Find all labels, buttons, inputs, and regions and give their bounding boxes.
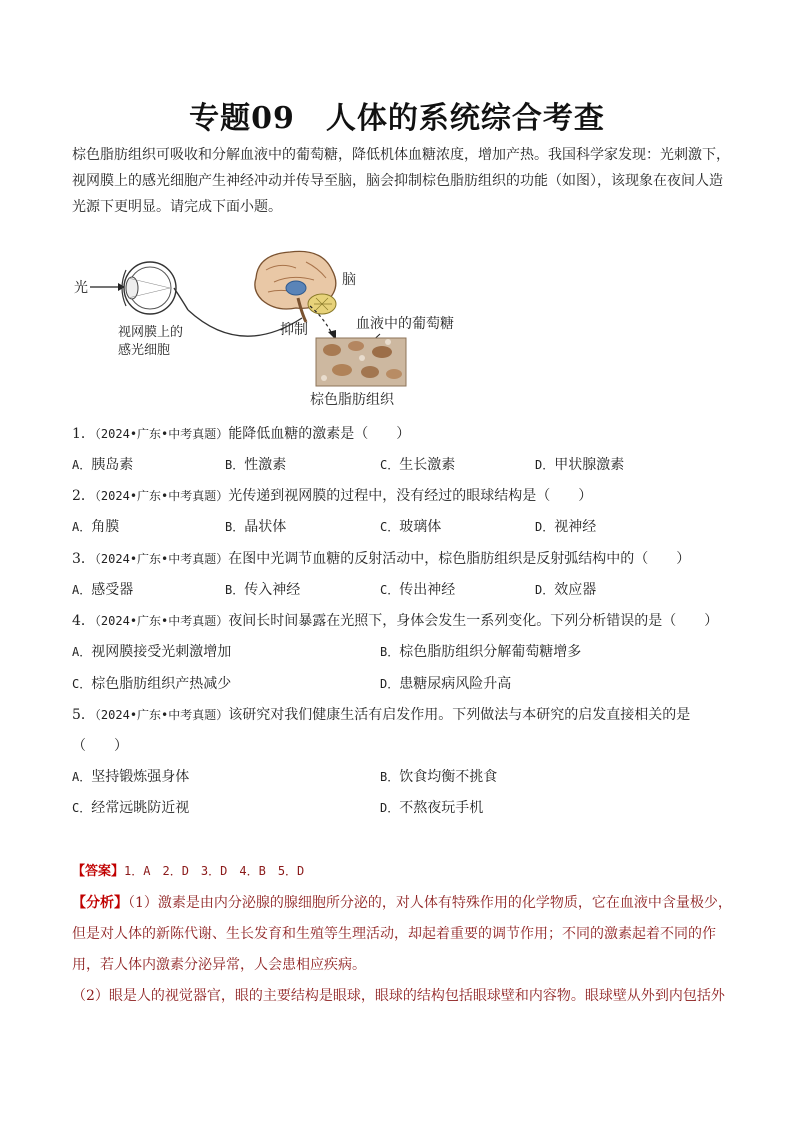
page-title: 专题09 人体的系统综合考查 <box>189 101 605 136</box>
question-text: 能降低血糖的激素是（ ） <box>228 426 411 442</box>
option-2b: B．晶状体 <box>225 519 287 535</box>
question-text: 夜间长时间暴露在光照下，身体会发生一系列变化。下列分析错误的是（ ） <box>228 613 719 629</box>
option-4d: D．患糖尿病风险升高 <box>380 676 512 692</box>
option-4a: A．视网膜接受光刺激增加 <box>72 644 232 660</box>
question-text: 该研究对我们健康生活有启发作用。下列做法与本研究的启发直接相关的是 <box>228 707 691 723</box>
retina-label-line1: 视网膜上的 <box>118 325 184 340</box>
option-5b: B．饮食均衡不挑食 <box>380 769 498 785</box>
answer-line <box>72 860 304 879</box>
light-label: 光 <box>74 280 88 296</box>
option-3a: A．感受器 <box>72 582 134 598</box>
option-4c: C．棕色脂肪组织产热减少 <box>72 676 232 692</box>
analysis-paragraph-1: 【分析】（1）激素是由内分泌腺的腺细胞所分泌的，对人体有特殊作用的化学物质，它在血液中含量极少，但是对人体的新陈代谢、生长发育和生殖等生理活动，却起着重要的调节作用；不同的激素起着不同的作用，若人体内激素分泌异常，人会患相应疾病。 <box>72 895 732 973</box>
option-4b: B．棕色脂肪组织分解葡萄糖增多 <box>380 644 582 660</box>
option-2c: C．玻璃体 <box>380 519 442 535</box>
option-1b: B．性激素 <box>225 457 287 473</box>
option-5d: D．不熬夜玩手机 <box>380 800 484 816</box>
question-4 <box>72 611 732 631</box>
answer-tag: 【答案】 <box>72 864 125 879</box>
retina-label-line2: 感光细胞 <box>118 343 171 358</box>
question-source: （2024•广东•中考真题） <box>94 708 229 722</box>
option-2d: D．视神经 <box>535 519 597 535</box>
question-5-continuation: （ ） <box>72 738 128 754</box>
question-1 <box>72 424 732 444</box>
light-regulation-diagram <box>70 248 490 418</box>
option-3c: C．传出神经 <box>380 582 456 598</box>
eye-icon <box>122 262 188 314</box>
inhibit-label: 抑制 <box>280 322 308 338</box>
option-2a: A．角膜 <box>72 519 120 535</box>
question-number: 2． <box>72 488 95 504</box>
glucose-label: 血液中的葡萄糖 <box>356 316 454 332</box>
question-number: 5． <box>72 707 95 723</box>
answer-values: 1．A 2．D 3．D 4．B 5．D <box>124 864 305 878</box>
question-text: 光传递到视网膜的过程中，没有经过的眼球结构是（ ） <box>228 488 593 504</box>
question-number: 4． <box>72 613 95 629</box>
question-number: 1． <box>72 426 95 442</box>
brain-label: 脑 <box>342 272 356 288</box>
question-3 <box>72 549 732 569</box>
option-5c: C．经常远眺防近视 <box>72 800 190 816</box>
question-source: （2024•广东•中考真题） <box>94 614 229 628</box>
question-5 <box>72 705 732 725</box>
analysis-tag: 【分析】 <box>72 895 128 911</box>
option-1c: C．生长激素 <box>380 457 456 473</box>
option-3d: D．效应器 <box>535 582 597 598</box>
option-1d: D．甲状腺激素 <box>535 457 625 473</box>
brown-fat-tissue-image <box>316 338 406 386</box>
brain-icon <box>255 251 336 322</box>
intro-paragraph: 棕色脂肪组织可吸收和分解血液中的葡萄糖，降低机体血糖浓度，增加产热。我国科学家发现：光刺激下，视网膜上的感光细胞产生神经冲动并传导至脑，脑会抑制棕色脂肪组织的功能（如图），该现象在夜间人造光源下更明显。请完成下面小题。 <box>72 147 730 215</box>
question-text: 在图中光调节血糖的反射活动中，棕色脂肪组织是反射弧结构中的（ ） <box>228 551 691 567</box>
question-2 <box>72 486 732 506</box>
analysis-paragraph-2: （2）眼是人的视觉器官，眼的主要结构是眼球，眼球的结构包括眼球壁和内容物。眼球壁从外到内包括外 <box>72 988 725 1004</box>
question-source: （2024•广东•中考真题） <box>94 552 229 566</box>
analysis-section <box>72 888 732 1012</box>
question-source: （2024•广东•中考真题） <box>94 489 229 503</box>
option-3b: B．传入神经 <box>225 582 301 598</box>
question-source: （2024•广东•中考真题） <box>94 427 229 441</box>
brown-fat-label: 棕色脂肪组织 <box>310 392 394 408</box>
option-5a: A．坚持锻炼强身体 <box>72 769 190 785</box>
question-number: 3． <box>72 551 95 567</box>
option-1a: A．胰岛素 <box>72 457 134 473</box>
